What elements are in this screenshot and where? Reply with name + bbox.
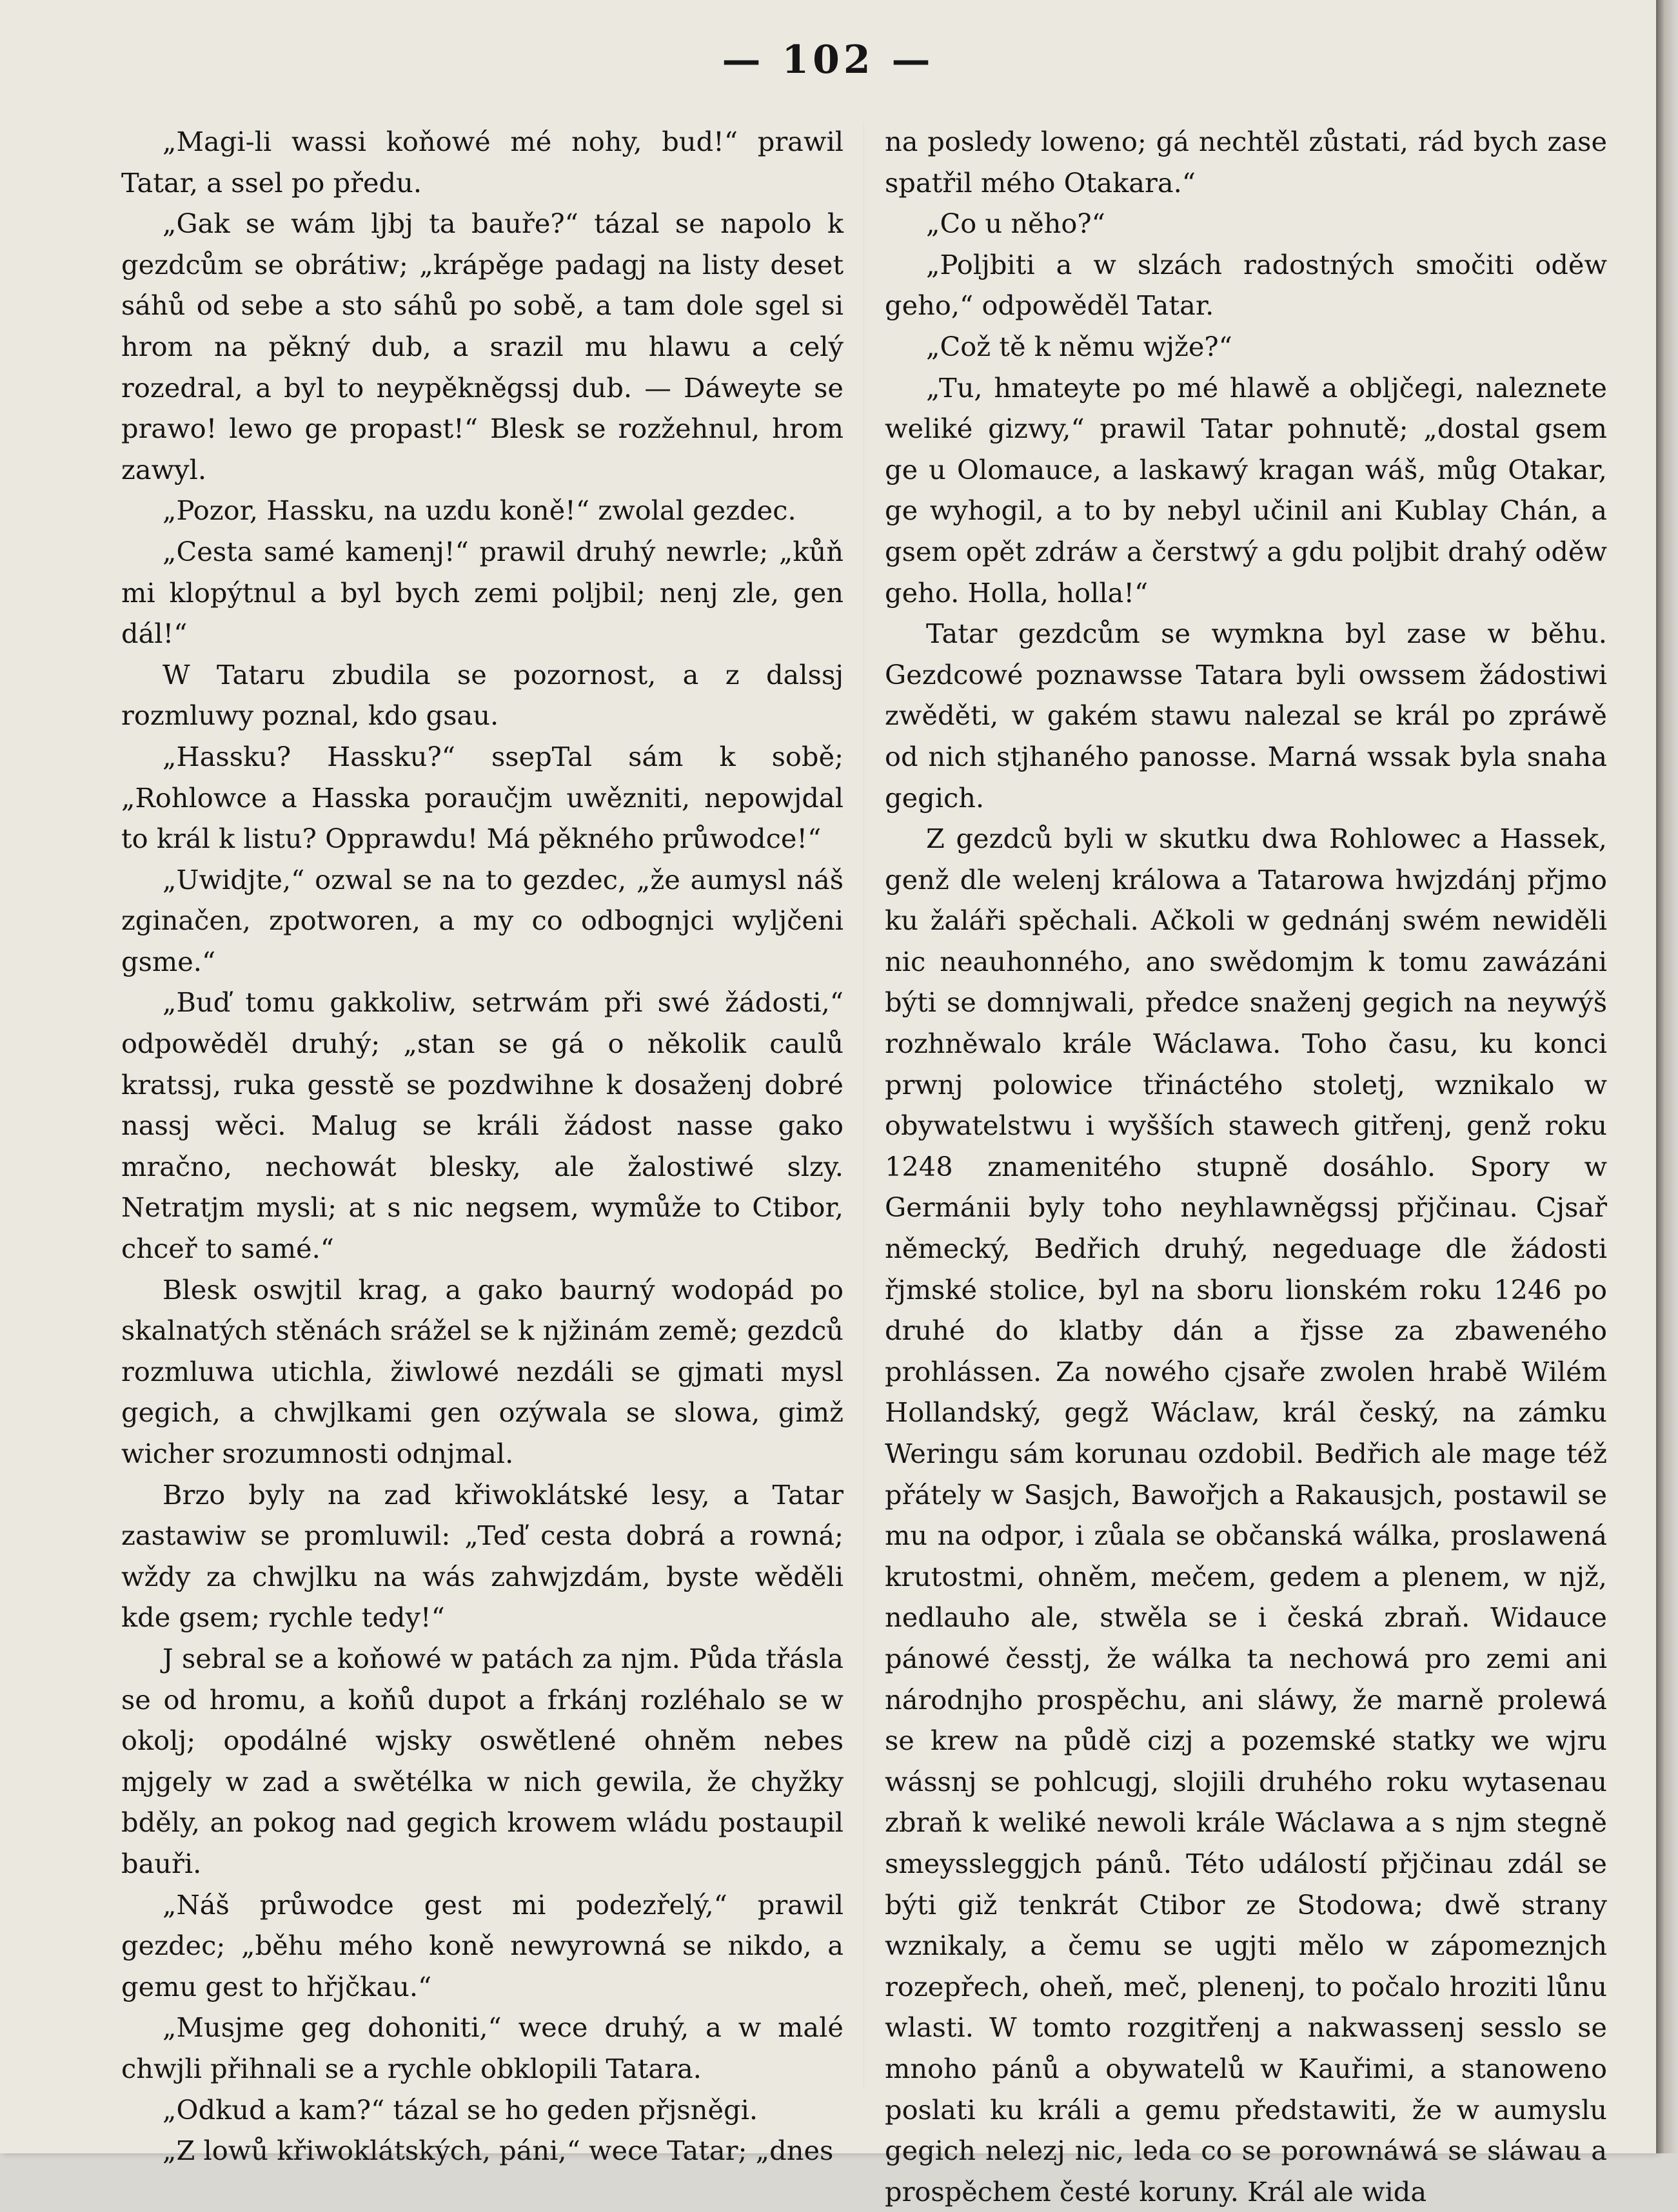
right-column [885,121,1607,2207]
paragraph: Z gezdců byli w skutku dwa Rohlowec a Hassek, genž dle welenj králowa a Tatarowa hwjzdánj přjmo ku žaláři spěchali. Ačkoli w gednánj swém newiděli nic neauhonného, ano swědomjm k tomu zawázáni býti se domnjwali, předce snaženj gegich na neywýš rozhněwalo krále Wáclawa. Toho času, ku konci prwnj polowice třináctého stoletj, wznikalo w obywatelstwu i wyšších stawech gitřenj, genž roku 1248 znamenitého stupně dosáhlo. Spory w Germánii byly toho neyhlawněgssj přjčinau. Cjsař německý, Bedřich druhý, negeduage dle žádosti řjmské stolice, byl na sboru lionském roku 1246 po druhé do klatby dán a řjsse za zbaweného prohlássen. Za nowého cjsaře zwolen hrabě Wilém Hollandský, gegž Wáclaw, král český, na zámku Weringu sám korunau ozdobil. Bedřich ale mage též přátely w Sasjch, Bawořjch a Rakausjch, postawil se mu na odpor, i zůala se občanská wálka, proslawená krutostmi, ohněm, mečem, gedem a plenem, w njž, nedlauho ale, stwěla se i česká zbraň. Widauce pánowé česstj, že wálka ta nechowá pro zemi ani národnjho prospěchu, ani sláwy, že marně prolewá se krew na půdě cizj a pozemské statky we wjru wássnj se pohlcugj, slojili druhého roku wytasenau zbraň k weliké newoli krále Wáclawa a s njm stegně smeyssleggjch pánů. Této událostí přjčinau zdál se býti giž tenkrát Ctibor ze Stodowa; dwě strany wznikaly, a čemu se ugjti mělo w zápomeznjch rozepřech, oheň, meč, plenenj, to počalo hroziti lůnu wlasti. W tomto rozgitřenj a nakwassenj sesslo se mnoho pánů a obywatelů w Kauřimi, a stanoweno poslati ku králi a gemu předstawiti, že w aumyslu gegich nelezj nic, leda co se porownáwá se sláwau a prospěchem česté koruny. Král ale wida [885,823,1607,2207]
paragraph: „Což tě k němu wjže?“ [926,330,1232,362]
paragraph: „Z lowů křiwoklátských, páni,“ wece Tatar; „dnes [163,2135,834,2167]
paragraph: „Musjme geg dohoniti,“ wece druhý, a w malé chwjli přihnali se a rychle obklopili Tatara. [121,2011,844,2084]
paragraph: „Cesta samé kamenj!“ prawil druhý newrle; „kůň mi klopýtnul a byl bych zemi poljbil; nenj zle, gen dál!“ [121,535,844,650]
paragraph: „Hassku? Hassku?“ ssepTal sám k sobě; „Rohlowce a Hasska poraučjm uwězniti, nepowjdal to král k listu? Opprawdu! Má pěkného průwodce!“ [121,740,844,855]
paragraph: Brzo byly na zad křiwoklátské lesy, a Tatar zastawiw se promluwil: „Teď cesta dobrá a rowná; wždy za chwjlku na wás zahwjzdám, byste wěděli kde gsem; rychle tedy!“ [121,1478,844,1634]
page-number: — 102 — [722,37,934,83]
paragraph: W Tataru zbudila se pozornost, a z dalssj rozmluwy poznal, kdo gsau. [121,658,844,732]
paragraph: „Buď tomu gakkoliw, setrwám při swé žádosti,“ odpowěděl druhý; „stan se gá o několik caulů kratssj, ruka gesstě se pozdwihne k dosaženj dobré nassj wěci. Malug se králi žádost nasse gako mračno, nechowát blesky, ale žalostiwé slzy. Netratjm mysli; at s nic negsem, wymůže to Ctibor, chceř to samé.“ [121,986,844,1265]
paragraph: „Tu, hmateyte po mé hlawě a obljčegi, naleznete weliké gizwy,“ prawil Tatar pohnutě; „dostal gsem ge u Olomauce, a laskawý kragan wáš, můg Otakar, ge wyhogil, a to by nebyl učinil ani Kublay Chán, a gsem opět zdráw a čerstwý a gdu poljbit drahý oděw geho. Holla, holla!“ [885,371,1607,609]
paragraph: J sebral se a koňowé w patách za njm. Půda třásla se od hromu, a koňů dupot a frkánj rozléhalo se w okolj; opodálné wjsky oswětlené ohněm nebes mjgely w zad a swětélka w nich gewila, že chyžky bděly, an pokog nad gegich krowem wládu postaupil bauři. [121,1642,844,1879]
paragraph: „Odkud a kam?“ tázal se ho geden přjsněgi. [163,2093,758,2126]
paragraph: „Co u něho?“ [926,208,1105,240]
paragraph-continued: na posledy loweno; gá nechtěl zůstati, rád bych zase spatřil mého Otakara.“ [885,126,1607,199]
paragraph: Blesk oswjtil krag, a gako baurný wodopád po skalnatých stěnách srážel se k njžinám země; gezdců rozmluwa utichla, žiwlowé nezdáli se gjmati mysl gegich, a chwjlkami gen ozýwala se slowa, gimž wicher srozumnosti odnjmal. [121,1273,844,1469]
paragraph: Tatar gezdcům se wymkna byl zase w běhu. Gezdcowé poznawsse Tatara byli owssem žádostiwi zwěděti, w gakém stawu nalezal se král po zpráwě od nich stjhaného panosse. Marná wssak byla snaha gegich. [885,618,1607,814]
left-column [121,121,844,2167]
paragraph: „Magi-li wassi koňowé mé nohy, bud!“ prawil Tatar, a ssel po předu. [121,126,844,199]
paragraph: „Uwidjte,“ ozwal se na to gezdec, „že aumysl náš zginačen, zpotworen, a my co odbognjci wyljčeni gsme.“ [121,863,844,977]
paragraph: „Poljbiti a w slzách radostných smočiti oděw geho,“ odpowěděl Tatar. [885,248,1607,322]
paragraph: „Náš průwodce gest mi podezřelý,“ prawil gezdec; „běhu mého koně newyrowná se nikdo, a gemu gest to hřjčkau.“ [121,1888,844,2002]
paragraph: „Gak se wám ljbj ta bauře?“ tázal se napolo k gezdcům se obrátiw; „krápěge padagj na listy deset sáhů od sebe a sto sáhů po sobě, a tam dole sgel si hrom na pěkný dub, a srazil mu hlawu a celý rozedral, a byl to neypěkněgssj dub. — Dáweyte se prawo! lewo ge propast!“ Blesk se rozžehnul, hrom zawyl. [121,208,844,485]
paragraph: „Pozor, Hassku, na uzdu koně!“ zwolal gezdec. [163,494,796,527]
page-edge-shadow [1656,0,1678,2153]
